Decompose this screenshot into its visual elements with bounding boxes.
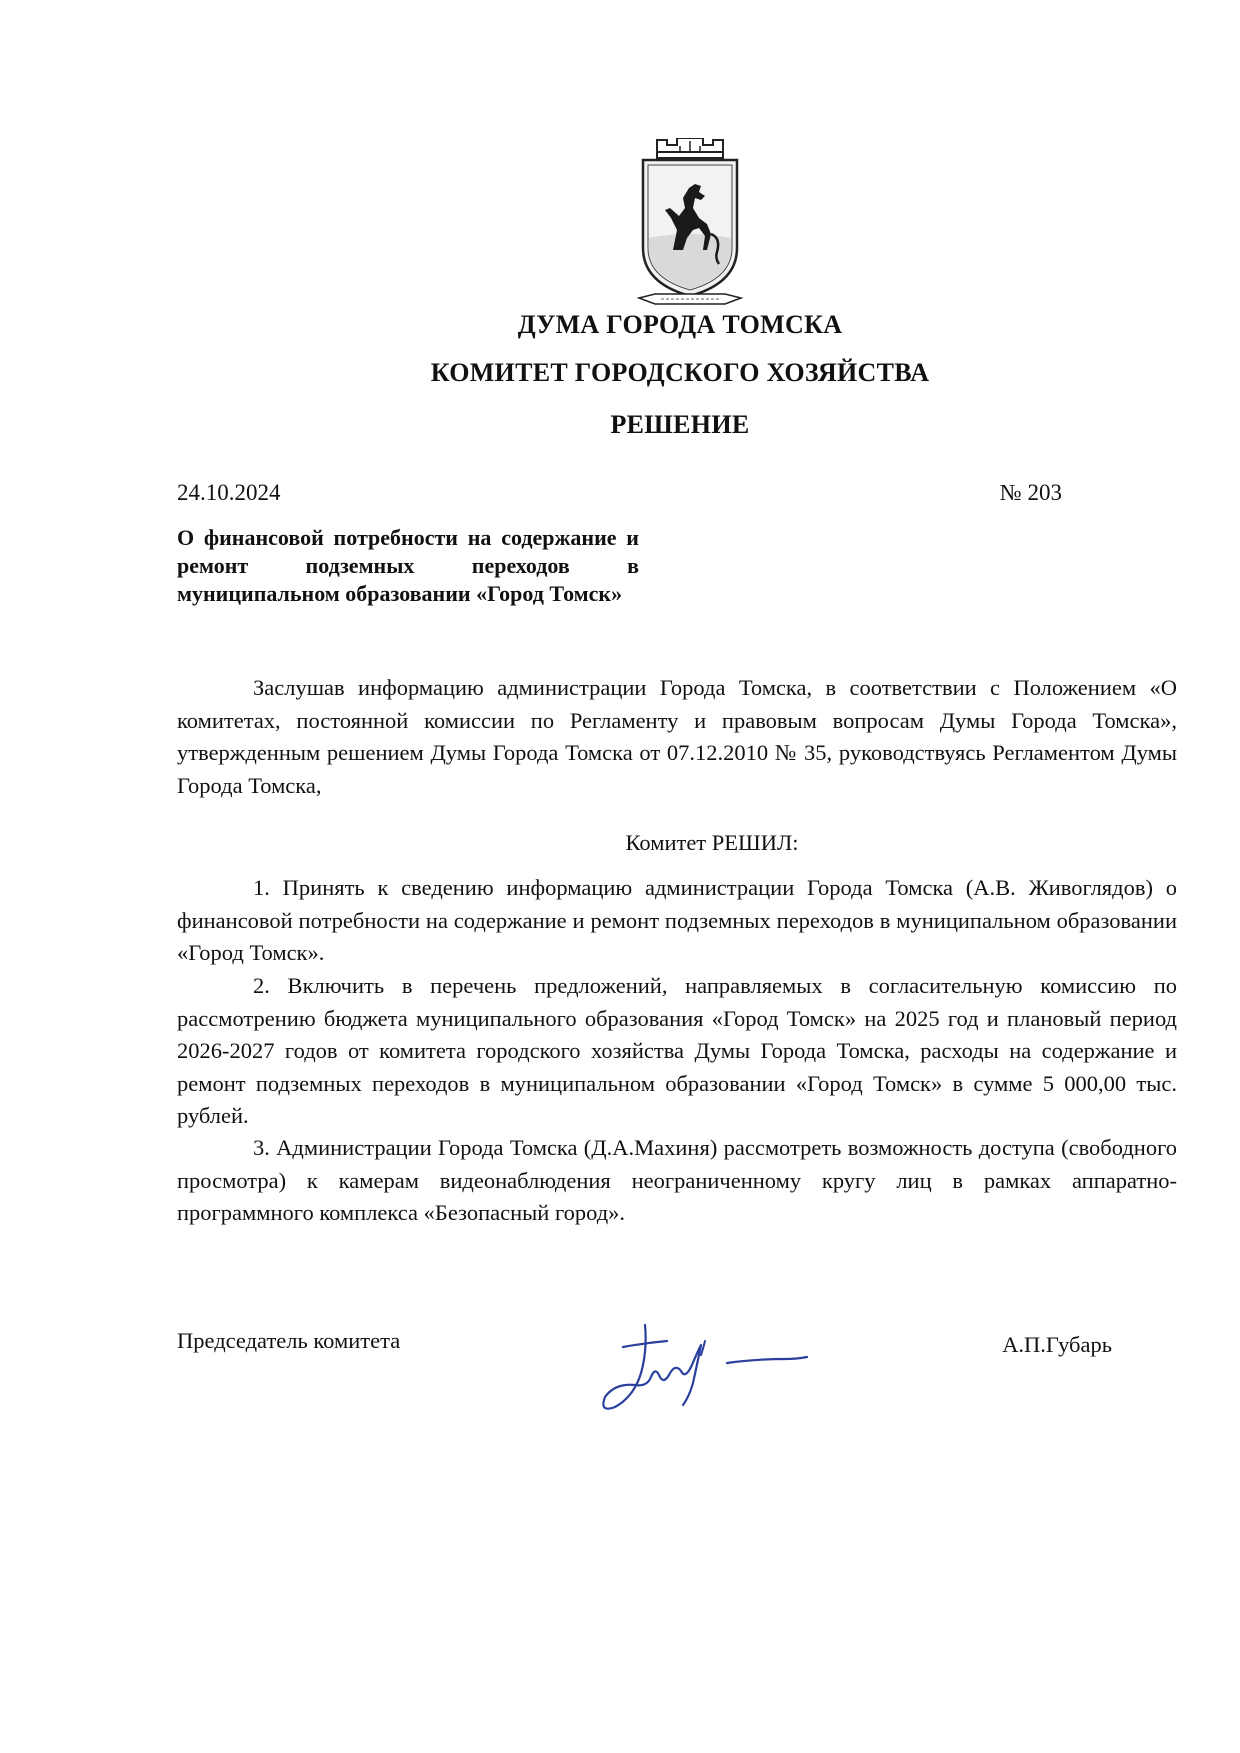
intro-paragraph: Заслушав информацию администрации Города Томска, в соответствии с Положением «О комитетах, постоянной комиссии по Регламенту и правовым вопросам Думы Города Томска», утвержденным решением Думы Города Томска от 07.12.2010 № 35, руководствуясь Регламентом Думы Города Томска,: [177, 675, 1177, 798]
document-type: РЕШЕНИЕ: [610, 410, 750, 439]
org-title: ДУМА ГОРОДА ТОМСКА: [517, 310, 843, 339]
document-subject: О финансовой потребности на содержание и ремонт подземных переходов в муниципальном образовании «Город Томск»: [177, 525, 639, 606]
document-number: № 203: [999, 480, 1062, 505]
decided-heading: Комитет РЕШИЛ:: [625, 830, 799, 855]
document-date: 24.10.2024: [177, 480, 281, 505]
handwritten-signature: [585, 1305, 815, 1420]
decision-item: 3. Администрации Города Томска (Д.А.Махиня) рассмотреть возможность доступа (свободного просмотра) к камерам видеонаблюдения неограниченному кругу лиц в рамках аппаратно-программного комплекса «Безопасный город».: [177, 1135, 1177, 1225]
city-emblem-icon: [635, 138, 745, 308]
signer-title: Председатель комитета: [177, 1328, 401, 1353]
decision-item: 1. Принять к сведению информацию администрации Города Томска (А.В. Живоглядов) о финансовой потребности на содержание и ремонт подземных переходов в муниципальном образовании «Город Томск».: [177, 875, 1177, 965]
decision-item: 2. Включить в перечень предложений, направляемых в согласительную комиссию по рассмотрению бюджета муниципального образования «Город Томск» на 2025 год и плановый период 2026-2027 годов от комитета городского хозяйства Думы Города Томска, расходы на содержание и ремонт подземных переходов в муниципальном образовании «Город Томск» в сумме 5 000,00 тыс. рублей.: [177, 973, 1177, 1128]
signer-name: А.П.Губарь: [1002, 1332, 1112, 1357]
committee-title: КОМИТЕТ ГОРОДСКОГО ХОЗЯЙСТВА: [430, 358, 930, 387]
